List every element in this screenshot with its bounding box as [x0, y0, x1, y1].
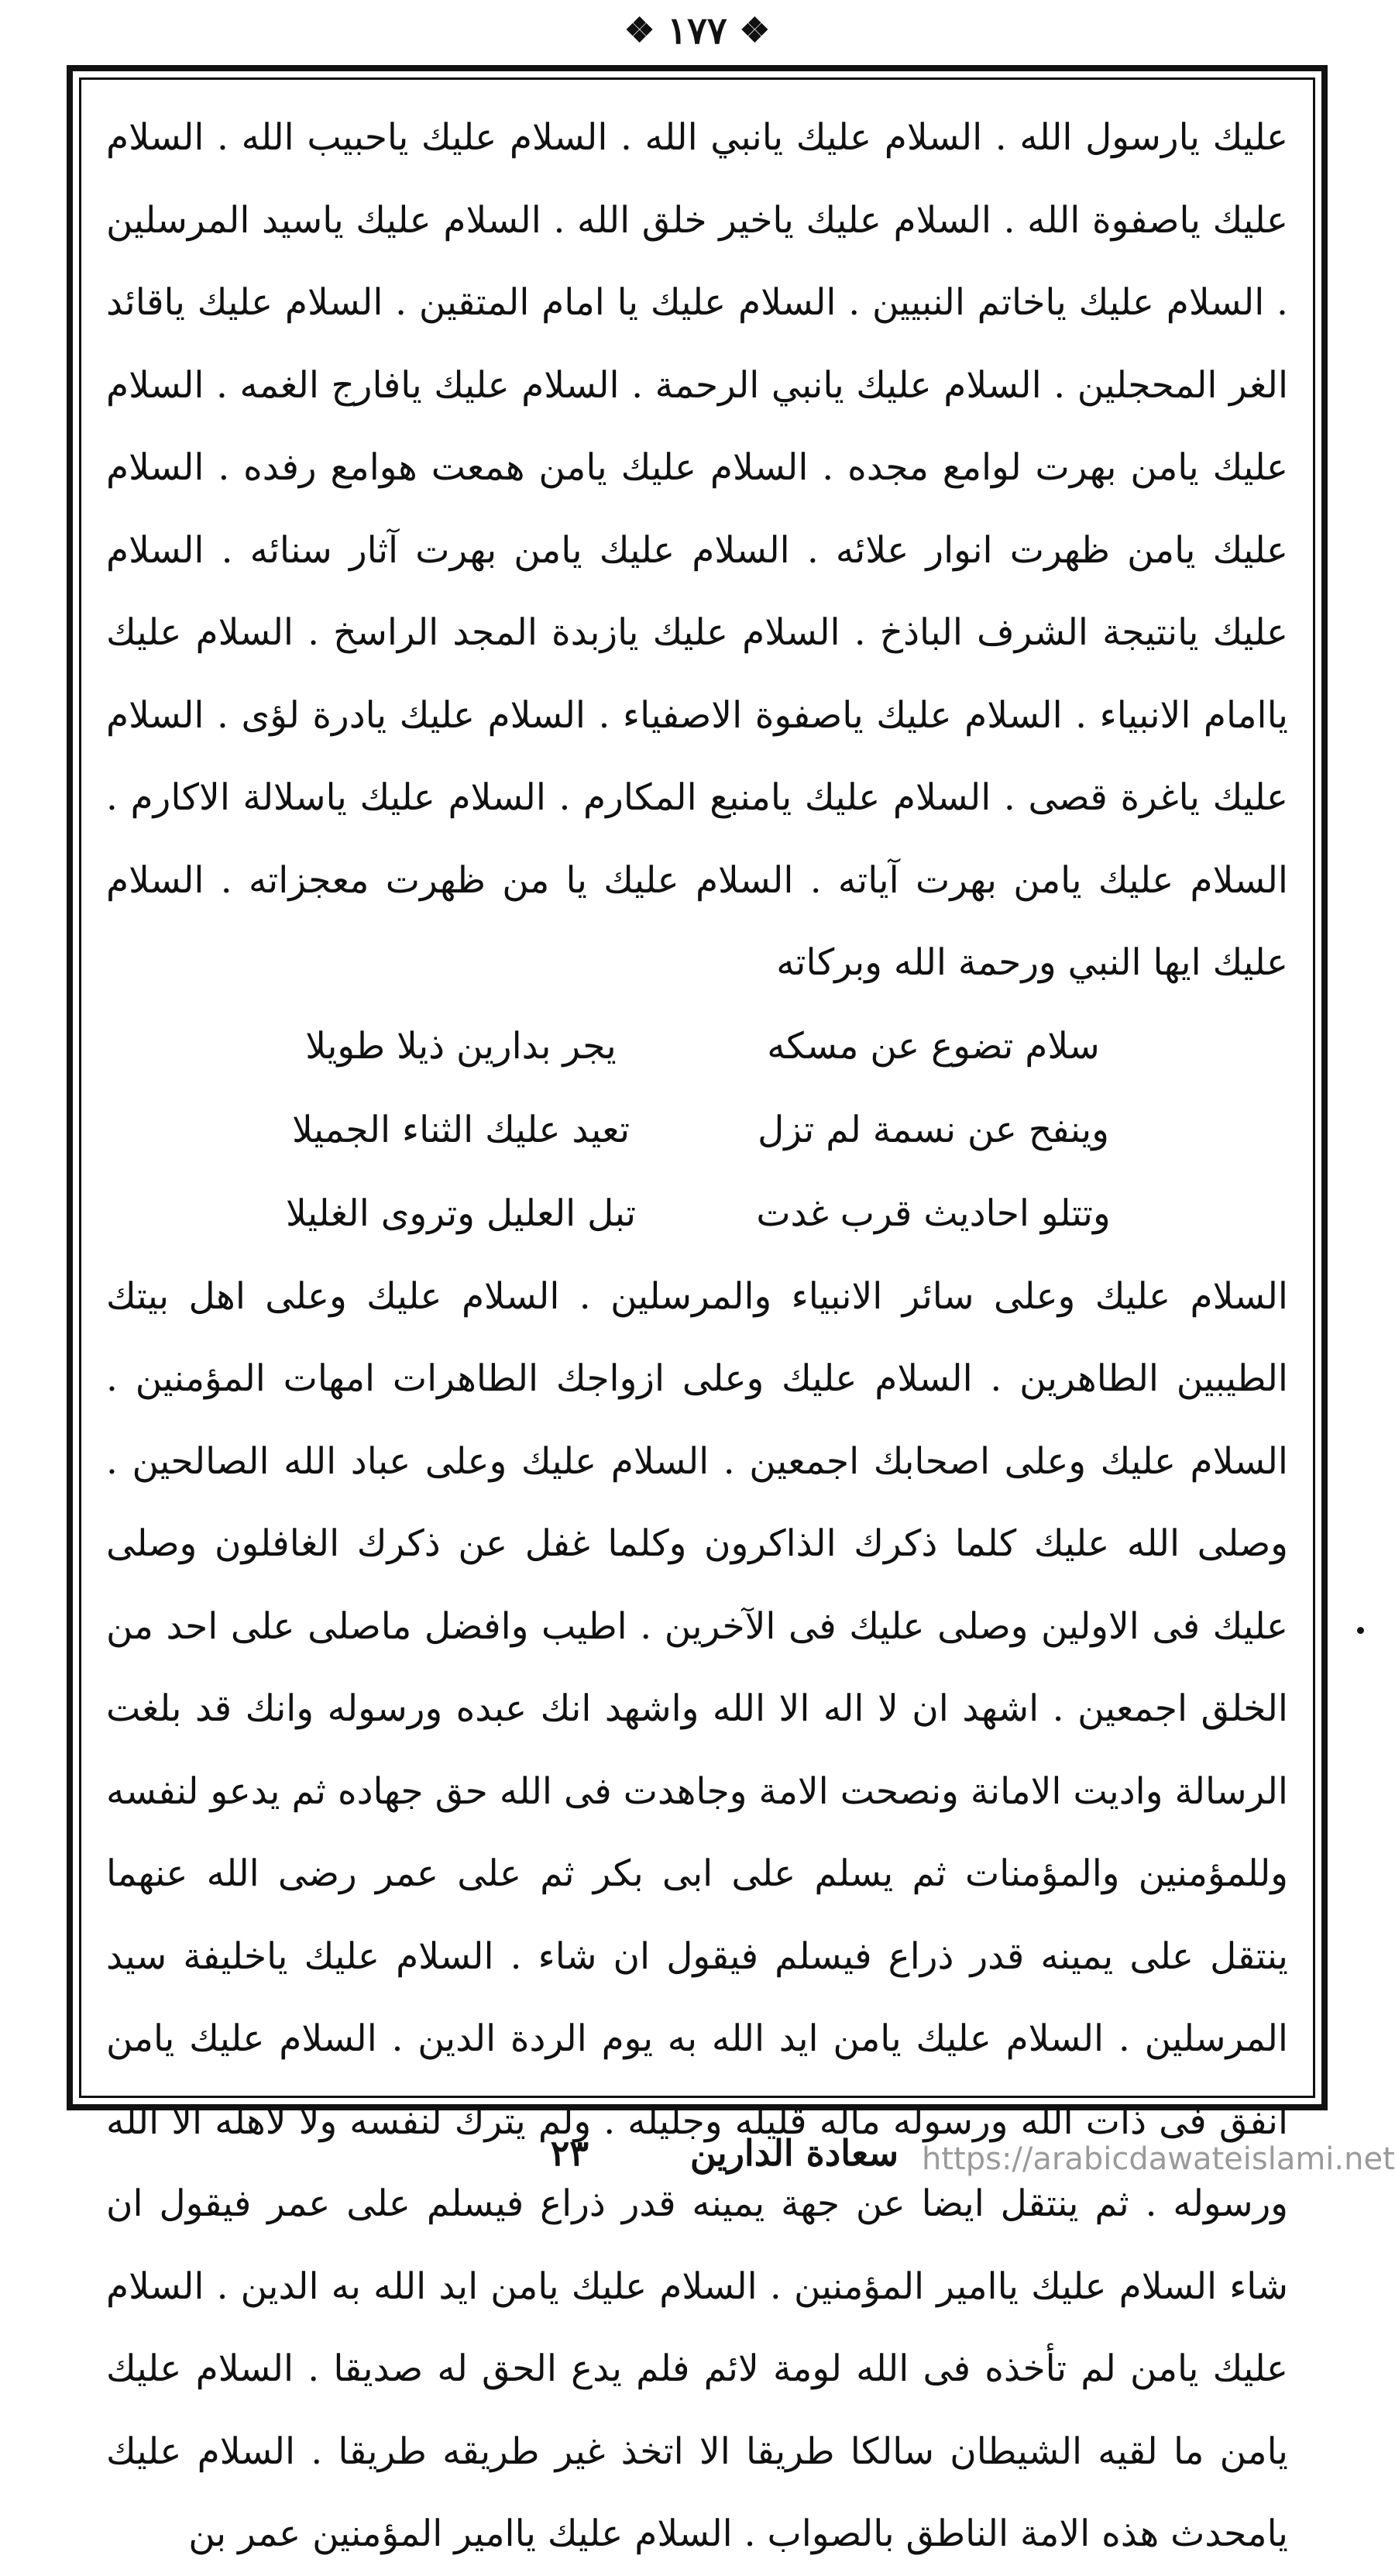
- page-footer: [0, 2124, 1394, 2217]
- page-number: ١٧٧: [667, 9, 727, 53]
- ornament-left-icon: ❖: [624, 11, 655, 50]
- poem-verse-2-second: تعيد عليك الثناء الجميلا: [291, 1108, 630, 1151]
- watermark-link[interactable]: https://arabicdawateislami.net: [922, 2141, 1395, 2177]
- ornament-right-icon: ❖: [739, 11, 771, 50]
- margin-dot: [1357, 1627, 1364, 1634]
- poem-verse-3-second: تبل العليل وتروى الغليلا: [285, 1192, 637, 1235]
- body-text-top: عليك يارسول الله . السلام عليك يانبي الله . السلام عليك ياحبيب الله . السلام عليك ياصفوة الله . السلام عليك ياخير خلق الله . السلام عليك ياسيد المرسلين . السلام عليك ياخاتم النبيين . السلام عليك يا امام المتقين . السلام عليك ياقائد الغر المحجلين . السلام عليك يانبي الرحمة . السلام عليك يافارج الغمه . السلام عليك يامن بهرت لوامع مجده . السلام عليك يامن همعت هوامع رفده . السلام عليك يامن ظهرت انوار علائه . السلام عليك يامن بهرت آثار سنائه . السلام عليك يانتيجة الشرف الباذخ . السلام عليك يازبدة المجد الراسخ . السلام عليك ياامام الانبياء . السلام عليك ياصفوة الاصفياء . السلام عليك يادرة لؤى . السلام عليك ياغرة قصى . السلام عليك يامنبع المكارم . السلام عليك ياسلالة الاكارم . السلام عليك يامن بهرت آياته . السلام عليك يا من ظهرت معجزاته . السلام عليك ايها النبي ورحمة الله وبركاته: [106, 116, 1288, 984]
- poem-verse-1-second: يجر بدارين ذيلا طويلا: [305, 1024, 617, 1068]
- poem-verse-1-first: سلام تضوع عن مسكه: [767, 1024, 1100, 1068]
- poem: [259, 1005, 1135, 1256]
- poem-verse-2-first: وينفح عن نسمة لم تزل: [758, 1108, 1109, 1151]
- book-page-number: ٢٣: [550, 2132, 589, 2174]
- book-title: سعادة الدارين: [689, 2132, 899, 2174]
- page-number-header: [0, 0, 1394, 62]
- poem-verse-3-first: وتتلو احاديث قرب غدت: [756, 1192, 1111, 1235]
- body-text-bottom: السلام عليك وعلى سائر الانبياء والمرسلين . السلام عليك وعلى اهل بيتك الطيبين الطاهرين . السلام عليك وعلى ازواجك الطاهرات امهات المؤمنين . السلام عليك وعلى اصحابك اجمعين . السلام عليك وعلى عباد الله الصالحين . وصلى الله عليك كلما ذكرك الذاكرون وكلما غفل عن ذكرك الغافلون وصلى عليك فى الاولين وصلى عليك فى الآخرين . اطيب وافضل ماصلى على احد من الخلق اجمعين . اشهد ان لا اله الا الله واشهد انك عبده ورسوله وانك قد بلغت الرسالة واديت الامانة ونصحت الامة وجاهدت فى الله حق جهاده ثم يدعو لنفسه وللمؤمنين والمؤمنات ثم يسلم على ابى بكر ثم على عمر رضى الله عنهما ينتقل على يمينه قدر ذراع فيسلم فيقول ان شاء . السلام عليك ياخليفة سيد المرسلين . السلام عليك يامن ايد الله به يوم الردة الدين . السلام عليك يامن انفق فى ذات الله ورسوله ماله قليله وجليله . ولم يترك لنفسه ولا لاهله الا الله ورسوله . ثم ينتقل ايضا عن جهة يمينه قدر ذراع فيسلم على عمر فيقول ان شاء السلام عليك ياامير المؤمنين . السلام عليك يامن ايد الله به الدين . السلام عليك يامن لم تأخذه فى الله لومة لائم فلم يدع الحق له صديقا . السلام عليك يامن ما لقيه الشيطان سالكا طريقا الا اتخذ غير طريقه طريقا . السلام عليك يامحدث هذه الامة الناطق بالصواب . السلام عليك ياامير المؤمنين عمر بن: [106, 1274, 1288, 2555]
